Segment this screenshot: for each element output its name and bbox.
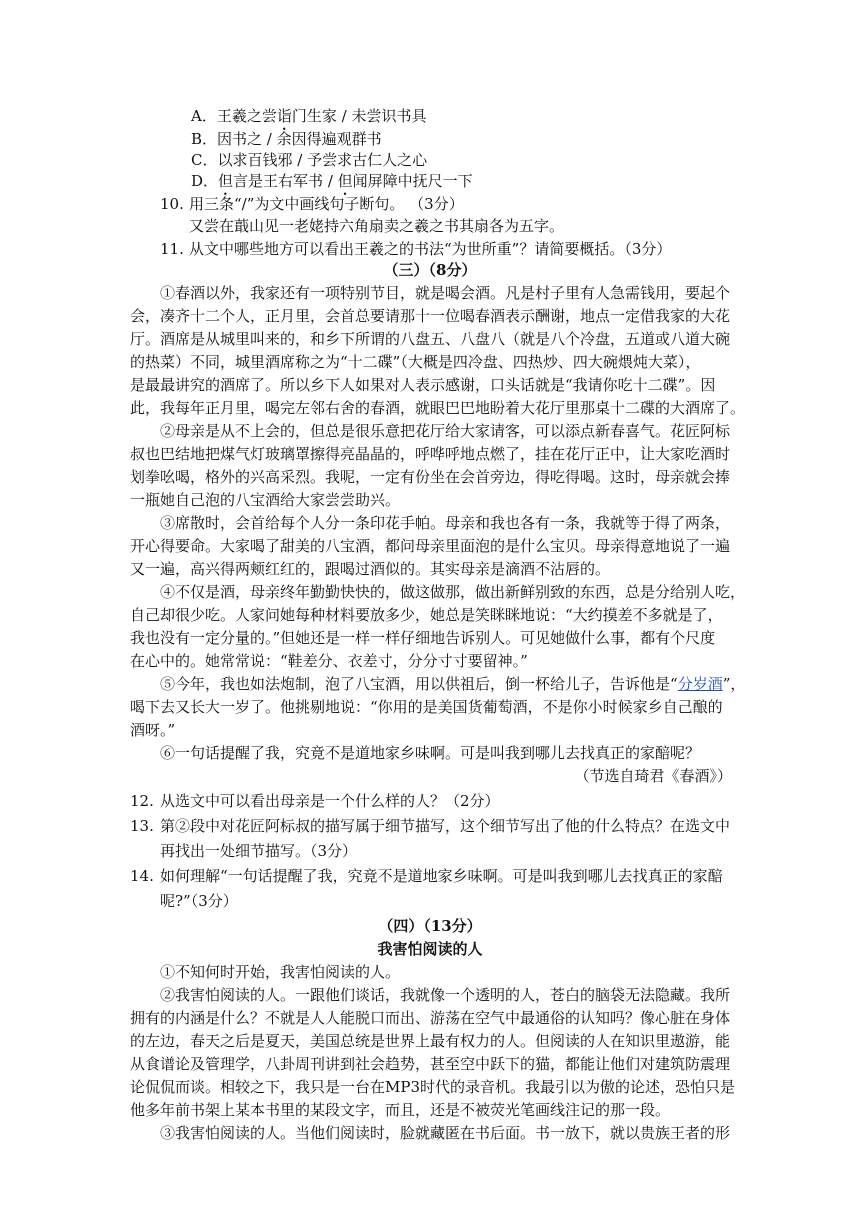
s4-p2-line: 拥有的内涵是什么？不就是人人能脱口而出、游荡在空气中最通俗的认知吗？像心脏在身体 (130, 1009, 731, 1027)
q14-number: 14. (130, 867, 154, 885)
s4-p2-line: 他多年前书架上某本书里的某段文字，而且，还是不被荧光笔画线注记的那一段。 (130, 1101, 671, 1119)
s4-p2-line: 论侃侃而谈。相较之下，我只是一台在MP3时代的录音机。我最引以为傲的论述，恐怕只是 (130, 1078, 735, 1096)
s4-p1-line: ①不知何时开始，我害怕阅读的人。 (160, 963, 401, 981)
section3-heading: （三）（8分） (383, 261, 477, 279)
s3-p2-line: 叔也巴结地把煤气灯玻璃罩擦得亮晶晶的，呼哗呼地点燃了，挂在花厅正中，让大家吃酒时 (130, 445, 731, 463)
s3-p4-line: 我也没有一定分量的。”但她还是一样一样仔细地告诉别人。可见她做什么事，都有个尺度 (130, 629, 716, 647)
q11-text: 从文中哪些地方可以看出王羲之的书法“为世所重”？请简要概括。（3分） (189, 240, 672, 258)
q13-number: 13. (130, 817, 154, 835)
s3-p1-line: 此，我每年正月里，喝完左邻右舍的春酒，就眼巴巴地盼着大花厅里那桌十二碟的大酒席了。 (130, 399, 746, 417)
s3-p1-line: ①春酒以外，我家还有一项特别节目，就是喝会酒。凡是村子里有人急需钱用，要起个 (160, 284, 731, 302)
q10-text: 用三条“/”为文中画线句子断句。 （3分） (189, 195, 464, 213)
s3-p3-line: 开心得要命。大家喝了甜美的八宝酒，都问母亲里面泡的是什么宝贝。母亲得意地说了一遍 (130, 537, 731, 555)
s3-p3-line: ③席散时，会首给每个人分一条印花手帕。母亲和我也各有一条，我就等于得了两条， (160, 514, 731, 532)
s3-p5-post: ”， (722, 675, 746, 693)
q14-text: 如何理解“一句话提醒了我，究竟不是道地家乡味啊。可是叫我到哪儿去找真正的家醅 (160, 867, 723, 885)
q12-text: 从选文中可以看出母亲是一个什么样的人？（2分） (160, 792, 500, 810)
s3-p1-line: 的热菜）不同，城里酒席称之为“十二碟”（大概是四冷盘、四热炒、四大碗煨炖大菜）， (130, 353, 701, 371)
q10-sentence: 又尝在蕺山见一老姥持六角扇卖之羲之书其扇各为五字。 (189, 217, 565, 235)
s3-p2-line: 一瓶她自己泡的八宝酒给大家尝尝助兴。 (130, 491, 401, 509)
s3-p4-line: 自己却很少吃。人家问她每种材料要放多少，她总是笑眯眯地说：“大约摸差不多就是了， (130, 606, 723, 624)
s4-p2-line: 从食谱论及管理学，八卦周刊讲到社会趋势，甚至空中跃下的猫，都能让他们对建筑防震理 (130, 1055, 731, 1073)
section4-heading: （四）（13分） (378, 917, 482, 935)
option-d: D．但言是王右军书 / 但闻屏障中抚尺一下 (191, 172, 473, 190)
s3-p3-line: 又一遍，高兴得两颊红红的，跟喝过酒似的。其实母亲是滴酒不沾唇的。 (130, 560, 611, 578)
option-b: B．因书之 / 余因得遍观群书 (191, 130, 382, 148)
s3-p4-line: ④不仅是酒，母亲终年勤勤快快的，做这做那，做出新鲜别致的东西，总是分给别人吃， (160, 583, 746, 601)
option-a: A．王羲之尝诣门生家 / 未尝识书具 (191, 107, 427, 125)
fensui-jiu-link[interactable]: 分岁酒 (677, 675, 723, 693)
q14-text-cont: 呢?”（3分） (160, 892, 238, 910)
s3-p5-line (160, 673, 745, 695)
s3-p1-line: 会，凑齐十二个人，正月里，会首总要请那十一位喝春酒表示酬谢，地点一定借我家的大花 (130, 307, 731, 325)
s3-p5-line: 喝下去又长大一岁了。他挑剔地说：“你用的是美国货葡萄酒，不是你小时候家乡自己酿的 (130, 698, 723, 716)
source-citation: （节选自琦君《春酒》） (574, 767, 732, 785)
s3-p5-pre: ⑤今年，我也如法炮制，泡了八宝酒，用以供祖后，倒一杯给儿子，告诉他是“ (160, 675, 678, 693)
s3-p2-line: 划拳吆喝，格外的兴高采烈。我呢，一定有份坐在会首旁边，得吃得喝。这时，母亲就会捧 (130, 468, 731, 486)
s3-p2-line: ②母亲是从不上会的，但总是很乐意把花厅给大家请客，可以添点新春喜气。花匠阿标 (160, 422, 731, 440)
s3-p1-line: 厅。酒席是从城里叫来的，和乡下所谓的八盘五、八盘八（就是八个冷盘，五道或八道大碗 (130, 330, 731, 348)
s4-p2-line: ②我害怕阅读的人。一跟他们谈话，我就像一个透明的人，苍白的脑袋无法隐藏。我所 (160, 986, 731, 1004)
q11-number: 11. (160, 240, 184, 258)
s3-p6-line: ⑥一句话提醒了我，究竟不是道地家乡味啊。可是叫我到哪儿去找真正的家醅呢？ (160, 744, 701, 762)
s3-p4-line: 在心中的。她常常说：“鞋差分、衣差寸，分分寸寸要留神。” (130, 652, 528, 670)
q10-number: 10. (160, 195, 184, 213)
s3-p5-line: 酒呀。” (130, 721, 176, 739)
s4-p3-line: ③我害怕阅读的人。当他们阅读时，脸就藏匿在书后面。书一放下，就以贵族王者的形 (160, 1124, 731, 1142)
article-title: 我害怕阅读的人 (377, 940, 483, 958)
q12-number: 12. (130, 792, 154, 810)
q13-text-cont: 再找出一处细节描写。（3分） (160, 842, 358, 860)
s4-p2-line: 的左边，春天之后是夏天，美国总统是世界上最有权力的人。但阅读的人在知识里遨游，能 (130, 1032, 731, 1050)
s3-p1-line: 是最最讲究的酒席了。所以乡下人如果对人表示感谢，口头话就是“我请你吃十二碟”。因 (130, 376, 716, 394)
q13-text: 第②段中对花匠阿标叔的描写属于细节描写，这个细节写出了他的什么特点？在选文中 (160, 817, 731, 835)
option-c: C．以求百钱邪 / 予尝求古仁人之心 (191, 151, 428, 169)
